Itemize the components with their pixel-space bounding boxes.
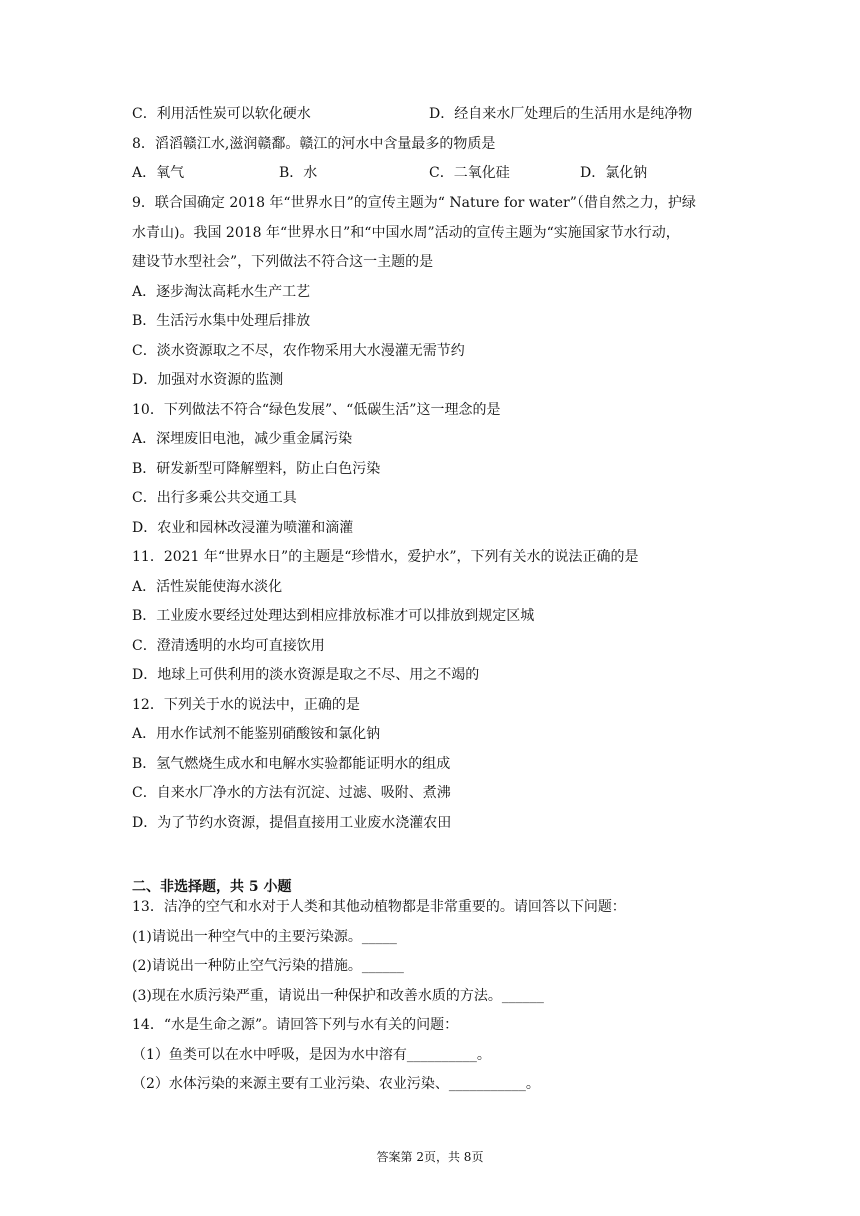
q7-option-c-d-row [132,104,693,124]
q14-part-1: （1）鱼类可以在水中呼吸，是因为水中溶有__________。 [132,1047,491,1063]
q9-stem-line-2: 水青山)。我国 2018 年“世界水日”和“中国水周”活动的宣传主题为“实施国家节水行动， [132,225,680,241]
q11-option-b: B．工业废水要经过处理达到相应排放标准才可以排放到规定区城 [132,608,535,624]
q13-stem: 13．洁净的空气和水对于人类和其他动植物都是非常重要的。请回答以下问题： [132,899,626,915]
q11-stem: 11．2021 年“世界水日”的主题是“珍惜水，爱护水”，下列有关水的说法正确的是 [132,549,639,565]
q12-option-a: A．用水作试剂不能鉴别硝酸铵和氯化钠 [132,726,381,742]
q10-option-d: D．农业和园林改浸灌为喷灌和滴灌 [132,520,354,536]
q10-stem: 10．下列做法不符合“绿色发展”、“低碳生活”这一理念的是 [132,402,501,418]
q10-option-b: B．研发新型可降解塑料，防止白色污染 [132,461,381,477]
q7-option-d: D．经自来水厂处理后的生活用水是纯净物 [429,106,693,122]
q13-part-1: (1)请说出一种空气中的主要污染源。_____ [132,929,397,945]
q9-option-a: A．逐步淘汰高耗水生产工艺 [132,284,311,300]
q9-option-b: B．生活污水集中处理后排放 [132,313,311,329]
q11-option-d: D．地球上可供利用的淡水资源是取之不尽、用之不竭的 [132,667,480,683]
q9-option-d: D．加强对水资源的监测 [132,372,284,388]
q12-stem: 12．下列关于水的说法中，正确的是 [132,697,360,713]
q9-stem-line-3: 建设节水型社会”，下列做法不符合这一主题的是 [132,254,434,270]
q8-option-c: C．二氧化硅 [429,165,510,181]
q8-option-d: D．氯化钠 [580,165,648,181]
q11-option-c: C．澄清透明的水均可直接饮用 [132,638,325,654]
page-footer: 答案第 2页，共 8页 [376,1150,484,1164]
q13-part-2: (2)请说出一种防止空气污染的措施。______ [132,958,404,974]
section-heading: 二、非选择题，共 5 小题 [132,879,292,895]
q9-option-c: C．淡水资源取之不尽，农作物采用大水漫灌无需节约 [132,343,465,359]
q10-option-c: C．出行多乘公共交通工具 [132,490,297,506]
q8-option-a: A．氧气 [132,165,185,181]
q12-option-d: D．为了节约水资源，提倡直接用工业废水浇灌农田 [132,815,452,831]
q10-option-a: A．深埋废旧电池，减少重金属污染 [132,431,353,447]
q12-option-c: C．自来水厂净水的方法有沉淀、过滤、吸附、煮沸 [132,785,451,801]
q9-stem-line-1: 9．联合国确定 2018 年“世界水日”的宣传主题为“ Nature for water”（借自然之力，护绿 [132,195,696,211]
q14-part-2: （2）水体污染的来源主要有工业污染、农业污染、___________。 [132,1076,540,1092]
q8-option-b: B．水 [279,165,318,181]
q11-option-a: A．活性炭能使海水淡化 [132,579,283,595]
q13-part-3: (3)现在水质污染严重，请说出一种保护和改善水质的方法。______ [132,988,544,1004]
q12-option-b: B．氢气燃烧生成水和电解水实验都能证明水的组成 [132,756,451,772]
q7-option-c: C．利用活性炭可以软化硬水 [132,106,311,122]
q8-stem: 8．滔滔赣江水,滋润赣鄱。赣江的河水中含量最多的物质是 [132,136,496,152]
q14-stem: 14．“水是生命之源”。请回答下列与水有关的问题： [132,1017,459,1033]
